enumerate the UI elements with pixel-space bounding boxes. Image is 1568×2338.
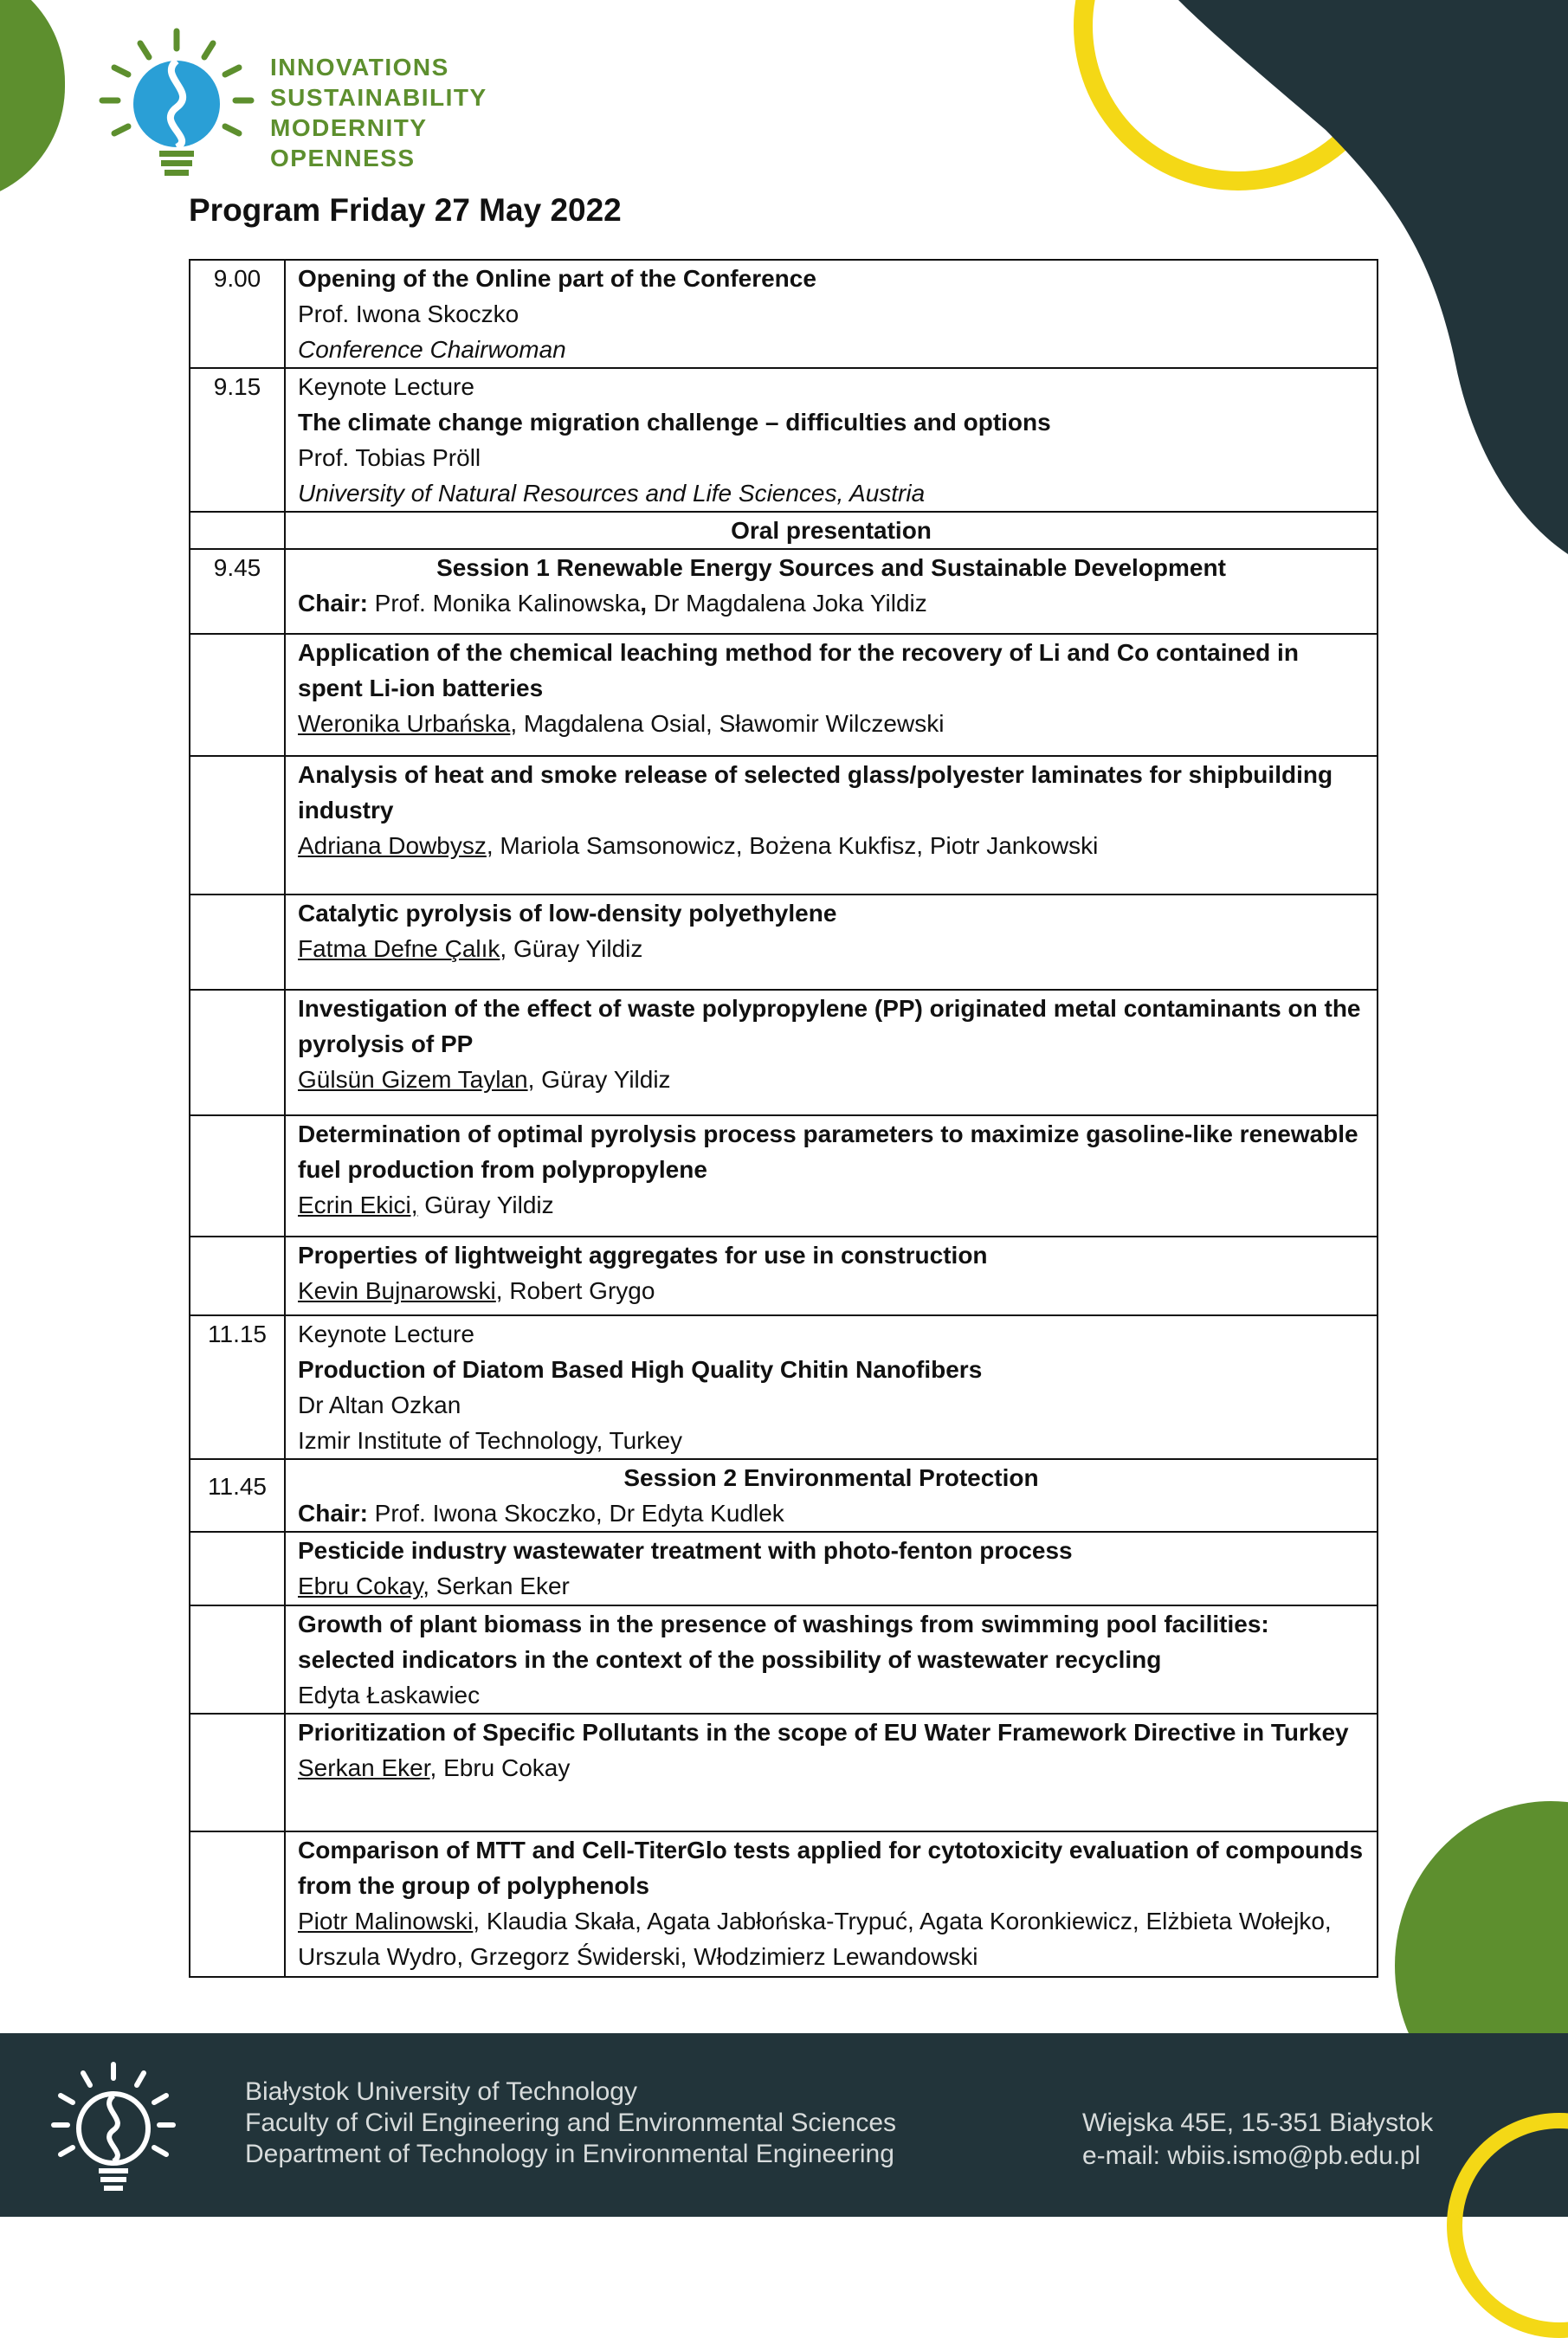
paper-title: Determination of optimal pyrolysis process parameters to maximize gasoline-like renewable fuel production from polypropylene [298, 1121, 1358, 1183]
table-row [190, 1714, 1378, 1831]
time-cell [190, 990, 285, 1115]
table-row [190, 1459, 1378, 1532]
coauthors: , Güray Yildiz [527, 1066, 671, 1093]
program-table [189, 259, 1378, 1978]
logo-line: MODERNITY [270, 114, 428, 141]
footer-line: Białystok University of Technology [245, 2077, 637, 2106]
content-cell [285, 1605, 1378, 1714]
time-cell [190, 895, 285, 990]
paper-authors [298, 828, 1365, 863]
content-cell [285, 1115, 1378, 1237]
presenter: Gülsün Gizem Taylan [298, 1066, 528, 1093]
content-cell [285, 1532, 1378, 1605]
session-title: Session 1 Renewable Energy Sources and Sustainable Development [436, 554, 1226, 581]
coauthors: , Serkan Eker [423, 1573, 570, 1599]
content-cell [285, 1237, 1378, 1315]
item-title: Production of Diatom Based High Quality Chitin Nanofibers [298, 1356, 983, 1383]
item-title: The climate change migration challenge – difficulties and options [298, 409, 1051, 436]
bulb-logo-icon [95, 24, 286, 180]
coauthors: , Güray Yildiz [500, 935, 643, 962]
bulb-footer-icon [48, 2059, 178, 2198]
presenter: Fatma Defne Çalık [298, 935, 500, 962]
presenter: Ecrin Ekici, [298, 1192, 418, 1218]
page-title: Program Friday 27 May 2022 [189, 192, 622, 228]
presenter: Serkan Eker [298, 1754, 430, 1781]
item-type: Keynote Lecture [298, 373, 474, 400]
coauthors: Güray Yildiz [417, 1192, 554, 1218]
chair-label: Chair: [298, 590, 368, 617]
presenter: Kevin Bujnarowski [298, 1277, 496, 1304]
coauthors: , Magdalena Osial, Sławomir Wilczewski [510, 710, 945, 737]
chair-name: Dr Magdalena Joka Yildiz [647, 590, 927, 617]
paper-title: Catalytic pyrolysis of low-density polyethylene [298, 900, 837, 927]
table-row [190, 1115, 1378, 1237]
paper-authors: Edyta Łaskawiec [298, 1682, 481, 1708]
logo-line: SUSTAINABILITY [270, 84, 487, 111]
table-row [190, 260, 1378, 368]
time-cell [190, 1831, 285, 1977]
time-cell: 9.15 [190, 368, 285, 512]
paper-title: Pesticide industry wastewater treatment with photo-fenton process [298, 1537, 1073, 1564]
table-row [190, 549, 1378, 634]
chair-separator: , [640, 590, 648, 617]
footer-line: Department of Technology in Environmental Engineering [245, 2140, 894, 2168]
content-cell [285, 368, 1378, 512]
content-cell [285, 1714, 1378, 1831]
content-cell [285, 1315, 1378, 1459]
paper-authors [298, 706, 1365, 741]
paper-title: Growth of plant biomass in the presence of washings from swimming pool facilities: selected indicators in the context of the possibility of wastewater recycling [298, 1611, 1269, 1673]
table-row [190, 756, 1378, 895]
paper-authors [298, 1273, 1365, 1308]
speaker-affiliation: Izmir Institute of Technology, Turkey [298, 1427, 683, 1454]
logo-line: OPENNESS [270, 145, 416, 171]
section-label: Oral presentation [285, 512, 1378, 549]
chair-name: Prof. Monika Kalinowska [367, 590, 641, 617]
content-cell [285, 895, 1378, 990]
chair-name: Prof. Iwona Skoczko, Dr Edyta Kudlek [367, 1500, 784, 1527]
table-row [190, 634, 1378, 756]
session-title: Session 2 Environmental Protection [623, 1464, 1039, 1491]
table-row [190, 895, 1378, 990]
paper-authors [298, 1062, 1365, 1097]
paper-authors [298, 1750, 1365, 1786]
logo-tagline [270, 52, 487, 173]
time-cell [190, 1237, 285, 1315]
table-row [190, 1532, 1378, 1605]
paper-authors [298, 1903, 1365, 1974]
footer-contact [1082, 2107, 1433, 2173]
presenter: Ebru Cokay [298, 1573, 423, 1599]
paper-authors [298, 1187, 1365, 1223]
paper-title: Properties of lightweight aggregates for use in construction [298, 1242, 988, 1269]
table-row [190, 1605, 1378, 1714]
paper-title: Application of the chemical leaching method for the recovery of Li and Co contained in spent Li-ion batteries [298, 639, 1299, 701]
table-row [190, 1237, 1378, 1315]
table-row [190, 368, 1378, 512]
content-cell [285, 756, 1378, 895]
speaker-role: Conference Chairwoman [298, 336, 566, 363]
table-row [190, 990, 1378, 1115]
session-chair [298, 585, 1365, 621]
paper-title: Prioritization of Specific Pollutants in the scope of EU Water Framework Directive in Turkey [298, 1719, 1349, 1746]
coauthors: , Klaudia Skała, Agata Jabłońska-Trypuć, Agata Koronkiewicz, Elżbieta Wołejko, Urszula Wydro, Grzegorz Świderski, Włodzimierz Lewandowski [298, 1908, 1332, 1970]
time-cell [190, 1714, 285, 1831]
table-row [190, 512, 1378, 549]
paper-title: Comparison of MTT and Cell-TiterGlo tests applied for cytotoxicity evaluation of compounds from the group of polyphenols [298, 1837, 1364, 1899]
time-cell [190, 756, 285, 895]
presenter: Piotr Malinowski [298, 1908, 474, 1934]
decorative-green-blob [0, 0, 65, 203]
speaker: Dr Altan Ozkan [298, 1392, 461, 1418]
footer-line: Faculty of Civil Engineering and Environmental Sciences [245, 2109, 897, 2137]
content-cell [285, 549, 1378, 634]
coauthors: , Robert Grygo [495, 1277, 655, 1304]
paper-authors [298, 931, 1365, 966]
paper-authors [298, 1568, 1365, 1604]
chair-label: Chair: [298, 1500, 368, 1527]
time-cell [190, 634, 285, 756]
time-cell: 9.00 [190, 260, 285, 368]
paper-title: Analysis of heat and smoke release of selected glass/polyester laminates for shipbuilding industry [298, 761, 1333, 823]
time-cell [190, 1605, 285, 1714]
session-chair [298, 1495, 1365, 1531]
footer-institution [245, 2076, 896, 2170]
item-title: Opening of the Online part of the Conference [298, 265, 816, 292]
time-cell: 11.15 [190, 1315, 285, 1459]
speaker-affiliation: University of Natural Resources and Life Sciences, Austria [298, 480, 926, 507]
time-cell: 9.45 [190, 549, 285, 634]
time-cell [190, 1115, 285, 1237]
logo-line: INNOVATIONS [270, 54, 449, 81]
content-cell [285, 634, 1378, 756]
footer-address: Wiejska 45E, 15-351 Białystok [1082, 2109, 1434, 2137]
table-row [190, 1831, 1378, 1977]
time-cell [190, 1532, 285, 1605]
presenter: Adriana Dowbysz [298, 832, 487, 859]
speaker: Prof. Tobias Pröll [298, 444, 481, 471]
coauthors: , Ebru Cokay [429, 1754, 571, 1781]
content-cell [285, 1831, 1378, 1977]
speaker: Prof. Iwona Skoczko [298, 300, 519, 327]
coauthors: , Mariola Samsonowicz, Bożena Kukfisz, Piotr Jankowski [486, 832, 1099, 859]
content-cell [285, 990, 1378, 1115]
paper-title: Investigation of the effect of waste polypropylene (PP) originated metal contaminants on the pyrolysis of PP [298, 995, 1361, 1057]
item-type: Keynote Lecture [298, 1321, 474, 1347]
footer-email[interactable]: e-mail: wbiis.ismo@pb.edu.pl [1082, 2141, 1421, 2170]
content-cell [285, 260, 1378, 368]
presenter: Weronika Urbańska [298, 710, 511, 737]
time-cell: 11.45 [190, 1459, 285, 1532]
content-cell [285, 1459, 1378, 1532]
time-cell [190, 512, 285, 549]
table-row [190, 1315, 1378, 1459]
